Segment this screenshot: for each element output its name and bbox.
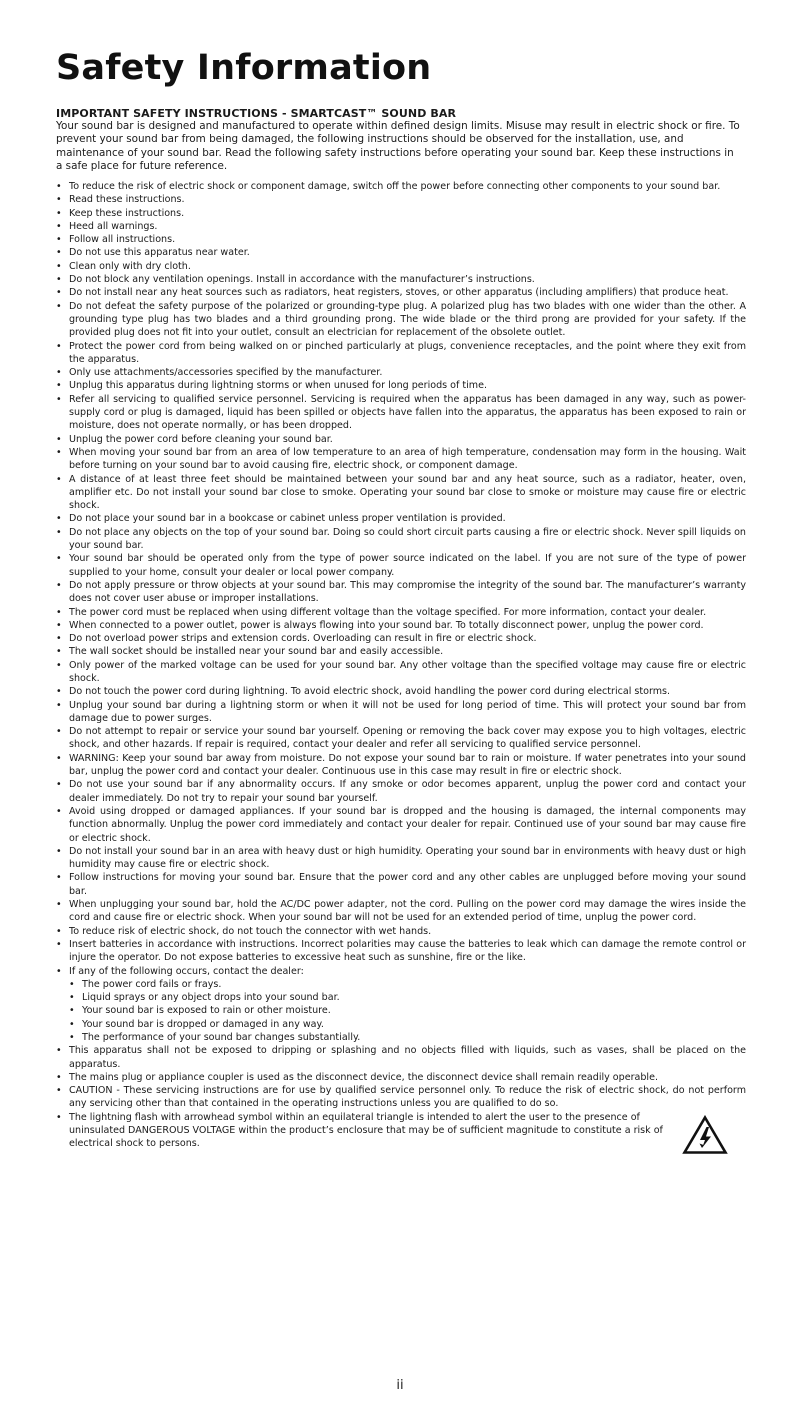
list-item: • Unplug the power cord before cleaning your sound bar.	[56, 433, 333, 445]
list-item: • Do not install near any heat sources such as radiators, heat registers, stoves, or other apparatus (including amplifiers) that produce heat.	[56, 287, 729, 299]
dealer-sub-list	[69, 978, 746, 1044]
list-item: • When connected to a power outlet, power is always flowing into your sound bar. To totally disconnect power, unplug the power cord.	[56, 619, 704, 631]
list-item: • Your sound bar should be operated only from the type of power source indicated on the label. If you are not sure of the type of power supplied to your home, consult your dealer or local power company.	[56, 553, 746, 578]
list-item: • Do not touch the power cord during lightning. To avoid electric shock, avoid handling the power cord during electrical storms.	[56, 686, 671, 698]
list-item: • Do not place your sound bar in a bookcase or cabinet unless proper ventilation is provided.	[56, 513, 506, 525]
list-item: • The power cord must be replaced when using different voltage than the voltage specified. For more information, contact your dealer.	[56, 606, 707, 618]
list-item: • A distance of at least three feet should be maintained between your sound bar and any heat source, such as a radiator, heater, oven, amplifier etc. Do not install your sound bar close to smoke. Operating your sound bar close to smoke or moisture may cause fire or electric shock.	[56, 473, 746, 512]
list-item: • Do not overload power strips and extension cords. Overloading can result in fire or electric shock.	[56, 633, 537, 645]
list-item: • Insert batteries in accordance with instructions. Incorrect polarities may cause the batteries to leak which can damage the remote control or injure the operator. Do not expose batteries to excessive heat such as sunshine, fire or the like.	[56, 938, 746, 964]
list-item: • Do not block any ventilation openings. Install in accordance with the manufacturer’s instructions.	[56, 274, 535, 286]
list-item: • Heed all warnings.	[56, 220, 158, 232]
list-item: • Do not use this apparatus near water.	[56, 247, 250, 259]
list-item: • Do not install your sound bar in an area with heavy dust or high humidity. Operating your sound bar in environments with heavy dust or high humidity may cause fire or electric shock.	[56, 845, 746, 871]
list-item: • To reduce risk of electric shock, do not touch the connector with wet hands.	[56, 925, 432, 937]
list-item: • Keep these instructions.	[56, 207, 185, 219]
list-item: • Follow all instructions.	[56, 234, 176, 246]
list-item: • Do not defeat the safety purpose of the polarized or grounding-type plug. A polarized plug has two blades with one wider than the other. A grounding type plug has two blades and a third grounding prong. The wide blade or the third prong are provided for your safety. If the provided plug does not fit into your outlet, consult an electrician for replacement of the obsolete outlet.	[56, 300, 746, 339]
list-item-dealer: • If any of the following occurs, contact the dealer: • The power cord fails or frays. • Liquid sprays or any object drops into your sound bar. • Your sound bar is exposed to rain or other moisture. • Your sound bar is dropped or damaged in any way. • The performance of your sound bar changes substantially.	[56, 965, 746, 1045]
list-item: • Only use attachments/accessories specified by the manufacturer.	[56, 367, 383, 379]
list-item: • Refer all servicing to qualified service personnel. Servicing is required when the apparatus has been damaged in any way, such as power-supply cord or plug is damaged, liquid has been spilled or objects have fallen into the apparatus, the apparatus has been exposed to rain or moisture, does not operate normally, or has been dropped.	[56, 393, 746, 432]
lightning-triangle-icon	[682, 1115, 728, 1155]
list-item: • Unplug this apparatus during lightning storms or when unused for long periods of time.	[56, 380, 487, 392]
list-item: • The wall socket should be installed near your sound bar and easily accessible.	[56, 646, 444, 658]
list-item: • Do not apply pressure or throw objects at your sound bar. This may compromise the integrity of the sound bar. The manufacturer’s warranty does not cover user abuse or improper installations.	[56, 579, 746, 605]
list-item: • Protect the power cord from being walked on or pinched particularly at plugs, convenience receptacles, and the point where they exit from the apparatus.	[56, 340, 746, 365]
list-item: • Unplug your sound bar during a lightning storm or when it will not be used for long period of time. This will protect your sound bar from damage due to power surges.	[56, 699, 746, 724]
list-item: • When unplugging your sound bar, hold the AC/DC power adapter, not the cord. Pulling on the power cord may damage the wires inside the cord and cause fire or electric shock. When your sound bar will not be used for an extended period of time, unplug the power cord.	[56, 899, 746, 924]
page-number: ii	[396, 1378, 404, 1393]
list-item: • Do not attempt to repair or service your sound bar yourself. Opening or removing the back cover may expose you to high voltages, electric shock, and other hazards. If repair is required, contact your dealer and refer all servicing to qualified service personnel.	[56, 726, 746, 751]
list-item: • Avoid using dropped or damaged appliances. If your sound bar is dropped and the housing is damaged, the internal components may function abnormally. Unplug the power cord immediately and contact your dealer for repair. Continued use of your sound bar may cause fire or electric shock.	[56, 805, 746, 844]
safety-instructions-list	[56, 180, 746, 1151]
list-item: • Only power of the marked voltage can be used for your sound bar. Any other voltage than the specified voltage may cause fire or electric shock.	[56, 659, 746, 684]
list-item-lightning: • The lightning flash with arrowhead symbol within an equilateral triangle is intended to alert the user to the presence of uninsulated DANGEROUS VOLTAGE within the product’s enclosure that may be of sufficient magnitude to constitute a risk of electrical shock to persons.	[56, 1111, 746, 1151]
list-item: • Do not use your sound bar if any abnormality occurs. If any smoke or odor becomes apparent, unplug the power cord and contact your dealer immediately. Do not try to repair your sound bar yourself.	[56, 779, 746, 804]
sub-list-item: • Liquid sprays or any object drops into your sound bar.	[69, 992, 340, 1004]
list-item: • Clean only with dry cloth.	[56, 260, 191, 272]
list-item: • Do not place any objects on the top of your sound bar. Doing so could short circuit parts causing a fire or electric shock. Never spill liquids on your sound bar.	[56, 526, 746, 552]
list-item: • WARNING: Keep your sound bar away from moisture. Do not expose your sound bar to rain or moisture. If water penetrates into your sound bar, unplug the power cord and contact your dealer. Continuous use in this case may result in fire or electric shock.	[56, 752, 746, 778]
list-item: • To reduce the risk of electric shock or component damage, switch off the power before connecting other components to your sound bar.	[56, 181, 721, 192]
list-item: • The mains plug or appliance coupler is used as the disconnect device, the disconnect device shall remain readily operable.	[56, 1071, 658, 1083]
list-item: • This apparatus shall not be exposed to dripping or splashing and no objects filled with liquids, such as vases, shall be placed on the apparatus.	[56, 1045, 746, 1070]
sub-list-item: • Your sound bar is exposed to rain or other moisture.	[69, 1005, 331, 1017]
list-item: • Read these instructions.	[56, 194, 185, 206]
sub-list-item: • The performance of your sound bar changes substantially.	[69, 1032, 361, 1043]
list-item: • Follow instructions for moving your sound bar. Ensure that the power cord and any other cables are unplugged before moving your sound bar.	[56, 872, 746, 897]
sub-list-item: • The power cord fails or frays.	[69, 978, 222, 990]
list-item: • When moving your sound bar from an area of low temperature to an area of high temperature, condensation may form in the housing. Wait before turning on your sound bar to avoid causing fire, electric shock, or component damage.	[56, 446, 746, 472]
page-title: Safety Information	[56, 48, 432, 88]
intro-paragraph: Your sound bar is designed and manufactured to operate within defined design limits. Misuse may result in electric shock or fire. To prevent your sound bar from being damaged, the following instructions should be observed for the installation, use, and maintenance of your sound bar. Read the following safety instructions before operating your sound bar. Keep these instructions in a safe place for future reference.	[56, 120, 740, 172]
sub-list-item: • Your sound bar is dropped or damaged in any way.	[69, 1018, 324, 1030]
section-heading: IMPORTANT SAFETY INSTRUCTIONS - SMARTCAST™ SOUND BAR	[56, 107, 457, 120]
list-item: • CAUTION - These servicing instructions are for use by qualified service personnel only. To reduce the risk of electric shock, do not perform any servicing other than that contained in the operating instructions unless you are qualified to do so.	[56, 1085, 746, 1110]
